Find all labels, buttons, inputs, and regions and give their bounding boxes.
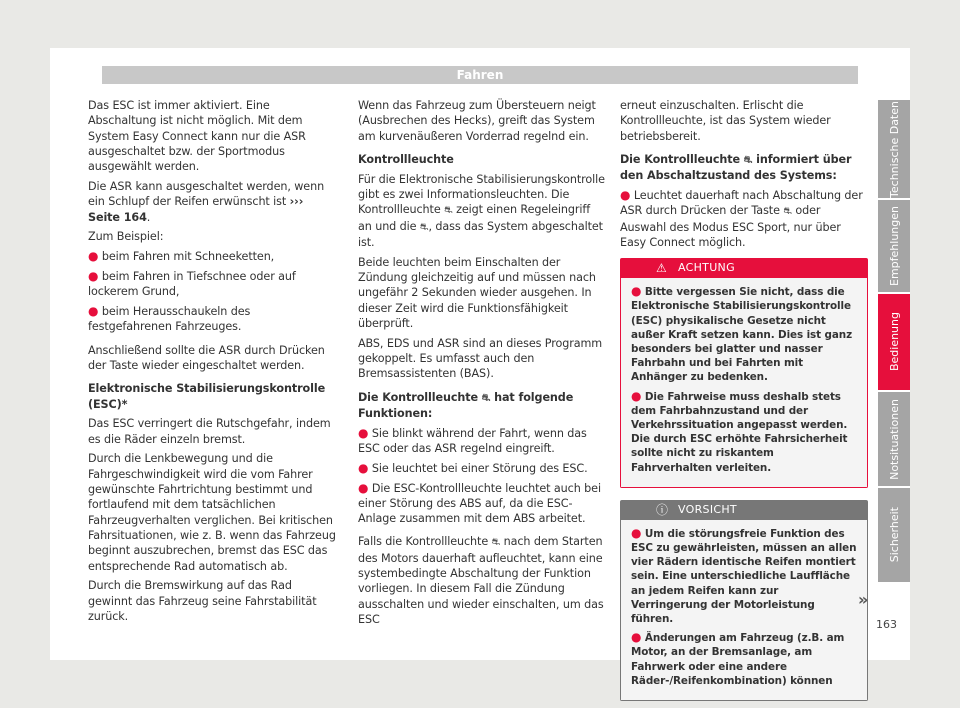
manual-page xyxy=(50,48,910,687)
section-header: Fahren xyxy=(102,66,858,84)
list-item: ● Um die störungsfreie Funktion des ESC zu gewährleisten, müssen an allen vier Rädern identische Reifen montiert sein. Eine unterschiedliche Lauffläche an jedem Reifen kann zur Verringerung der Motorleistung führen. xyxy=(631,525,857,626)
continue-arrow-icon: » xyxy=(858,590,869,609)
warning-box xyxy=(620,258,868,488)
paragraph: Beide leuchten beim Einschalten der Zündung gleichzeitig auf und müssen nach ungefähr 2 Sekunden wieder ausgehen. In dieser Zeit wird die Funktionsfähigkeit überprüft. xyxy=(358,255,596,330)
tab-bedienung[interactable]: Bedienung xyxy=(878,294,910,390)
tab-technische-daten[interactable]: Technische Daten xyxy=(878,100,910,198)
list-item: ● Die ESC-Kontrollleuchte leuchtet auch bei einer Störung des ABS auf, da die ESC-Anlage zusammen mit dem ABS arbeitet. xyxy=(358,480,601,526)
caution-box xyxy=(620,500,868,701)
warning-box-header: ⚠ ACHTUNG xyxy=(620,258,868,278)
list-item: ● Bitte vergessen Sie nicht, dass die Elektronische Stabilisierungskontrolle (ESC) physikalische Gesetze nicht außer Kraft setzen kann. Dies ist ganz besonders bei glatter und nasser Fahrbahn und bei Fahrten mit Anhänger zu bedenken. xyxy=(631,284,853,384)
paragraph: Falls die Kontrollleuchte ⛐ nach dem Starten des Motors dauerhaft aufleuchtet, kann eine systembedingte Abschaltung der Funktion vorliegen. In diesem Fall die Zündung ausschalten und wieder einschalten, um das ESC xyxy=(358,535,604,626)
bullet-icon: ● xyxy=(620,187,631,202)
esc-warning-light-icon: ⛐ xyxy=(481,392,491,404)
paragraph: Durch die Lenkbewegung und die Fahrgeschwindigkeit wird die vom Fahrer gewünschte Fahrtrichtung bestimmt und fortlaufend mit dem tatsächlichen Fahrzeugverhalten verglichen. Bei kritischen Fahrsituationen, wie z. B. wenn das Fahrzeug beginnt auszubrechen, bremst das ESC das entsprechende Rad automatisch ab. xyxy=(88,452,336,573)
esc-off-button-icon: ⛐ xyxy=(783,206,792,218)
paragraph: Die ASR kann ausgeschaltet werden, wenn ein Schlupf der Reifen erwünscht ist ››› Seite 164. xyxy=(88,179,325,224)
list-item: ● Änderungen am Fahrzeug (z.B. am Motor, an der Bremsanlage, am Fahrwerk oder eine andere Räder-/Reifenkombination) können xyxy=(631,630,845,687)
paragraph: Wenn das Fahrzeug zum Übersteuern neigt (Ausbrechen des Hecks), greift das System am kurvenäußeren Vorderrad regelnd ein. xyxy=(358,99,596,143)
text-column-2 xyxy=(358,98,606,632)
info-circle-icon: ⓘ xyxy=(656,502,669,517)
list-item: ● Leuchtet dauerhaft nach Abschaltung der ASR durch Drücken der Taste ⛐ oder Auswahl des Modus ESC Sport, nur über Easy Connect möglich. xyxy=(620,187,863,249)
paragraph: erneut einzuschalten. Erlischt die Kontrollleuchte, ist das System wieder betriebsbereit. xyxy=(620,99,831,143)
section-heading: Kontrollleuchte xyxy=(358,152,454,166)
list-item: ● beim Fahren mit Schneeketten, xyxy=(88,249,275,264)
esc-warning-light-icon: ⛐ xyxy=(491,537,501,549)
caution-box-header: ⓘ VORSICHT xyxy=(620,500,868,520)
list-item: ● Sie blinkt während der Fahrt, wenn das ESC oder das ASR regelnd eingreift. xyxy=(358,425,587,455)
tab-notsituationen[interactable]: Notsituationen xyxy=(878,392,910,486)
page-reference-link[interactable]: ››› Seite 164 xyxy=(88,195,304,224)
paragraph: Für die Elektronische Stabilisierungskontrolle gibt es zwei Informationsleuchten. Die Kontrollleuchte ⛐ zeigt einen Regeleingriff an und die ⛐, dass das System abgeschaltet ist. xyxy=(358,172,605,249)
caution-box-body xyxy=(620,520,868,701)
esc-off-light-icon: ⛐ xyxy=(419,221,429,233)
bullet-icon: ● xyxy=(88,304,99,319)
text-column-1 xyxy=(88,98,336,629)
paragraph: Durch die Bremswirkung auf das Rad gewinnt das Fahrzeug seine Fahrstabilität zurück. xyxy=(88,579,317,623)
paragraph: Zum Beispiel: xyxy=(88,230,164,244)
bullet-icon: ● xyxy=(631,630,642,645)
bullet-icon: ● xyxy=(631,284,642,299)
section-heading: Die Kontrollleuchte ⛐ hat folgende Funktionen: xyxy=(358,390,574,420)
esc-off-light-icon: ⛐ xyxy=(743,154,753,166)
list-item: ● Sie leuchtet bei einer Störung des ESC. xyxy=(358,460,588,475)
paragraph: Das ESC ist immer aktiviert. Eine Abschaltung ist nicht möglich. Mit dem System Easy Connect kann nur die ASR ausgeschaltet bzw. der Sportmodus ausgewählt werden. xyxy=(88,99,306,174)
section-heading: Die Kontrollleuchte ⛐ informiert über den Abschaltzustand des Systems: xyxy=(620,152,852,183)
warning-triangle-icon: ⚠ xyxy=(656,261,668,276)
section-heading: Elektronische Stabilisierungskontrolle (ESC)* xyxy=(88,382,326,411)
text-column-3 xyxy=(620,98,868,701)
tab-empfehlungen[interactable]: Empfehlungen xyxy=(878,200,910,292)
paragraph: Das ESC verringert die Rutschgefahr, indem es die Räder einzeln bremst. xyxy=(88,417,331,446)
bullet-icon: ● xyxy=(358,480,369,495)
bullet-icon: ● xyxy=(358,460,369,475)
paragraph: Anschließend sollte die ASR durch Drücken der Taste wieder eingeschaltet werden. xyxy=(88,343,325,372)
tab-sicherheit[interactable]: Sicherheit xyxy=(878,488,910,582)
warning-box-body xyxy=(620,278,868,488)
list-item: ● Die Fahrweise muss deshalb stets dem Fahrbahnzustand und der Verkehrssituation angepasst werden. Die durch ESC erhöhte Fahrsicherheit sollte nicht zu riskantem Fahrverhalten verleiten. xyxy=(631,388,848,474)
bullet-icon: ● xyxy=(88,268,99,283)
bullet-icon: ● xyxy=(88,249,99,264)
list-item: ● beim Fahren in Tiefschnee oder auf lockerem Grund, xyxy=(88,268,296,299)
bullet-icon: ● xyxy=(631,525,642,540)
bullet-icon: ● xyxy=(358,425,369,440)
bullet-icon: ● xyxy=(631,388,642,403)
page-number: 163 xyxy=(876,618,897,631)
list-item: ● beim Herausschaukeln des festgefahrenen Fahrzeuges. xyxy=(88,304,251,334)
esc-warning-light-icon: ⛐ xyxy=(444,205,453,217)
paragraph: ABS, EDS und ASR sind an dieses Programm gekoppelt. Es umfasst auch den Bremsassistenten (BAS). xyxy=(358,336,603,381)
